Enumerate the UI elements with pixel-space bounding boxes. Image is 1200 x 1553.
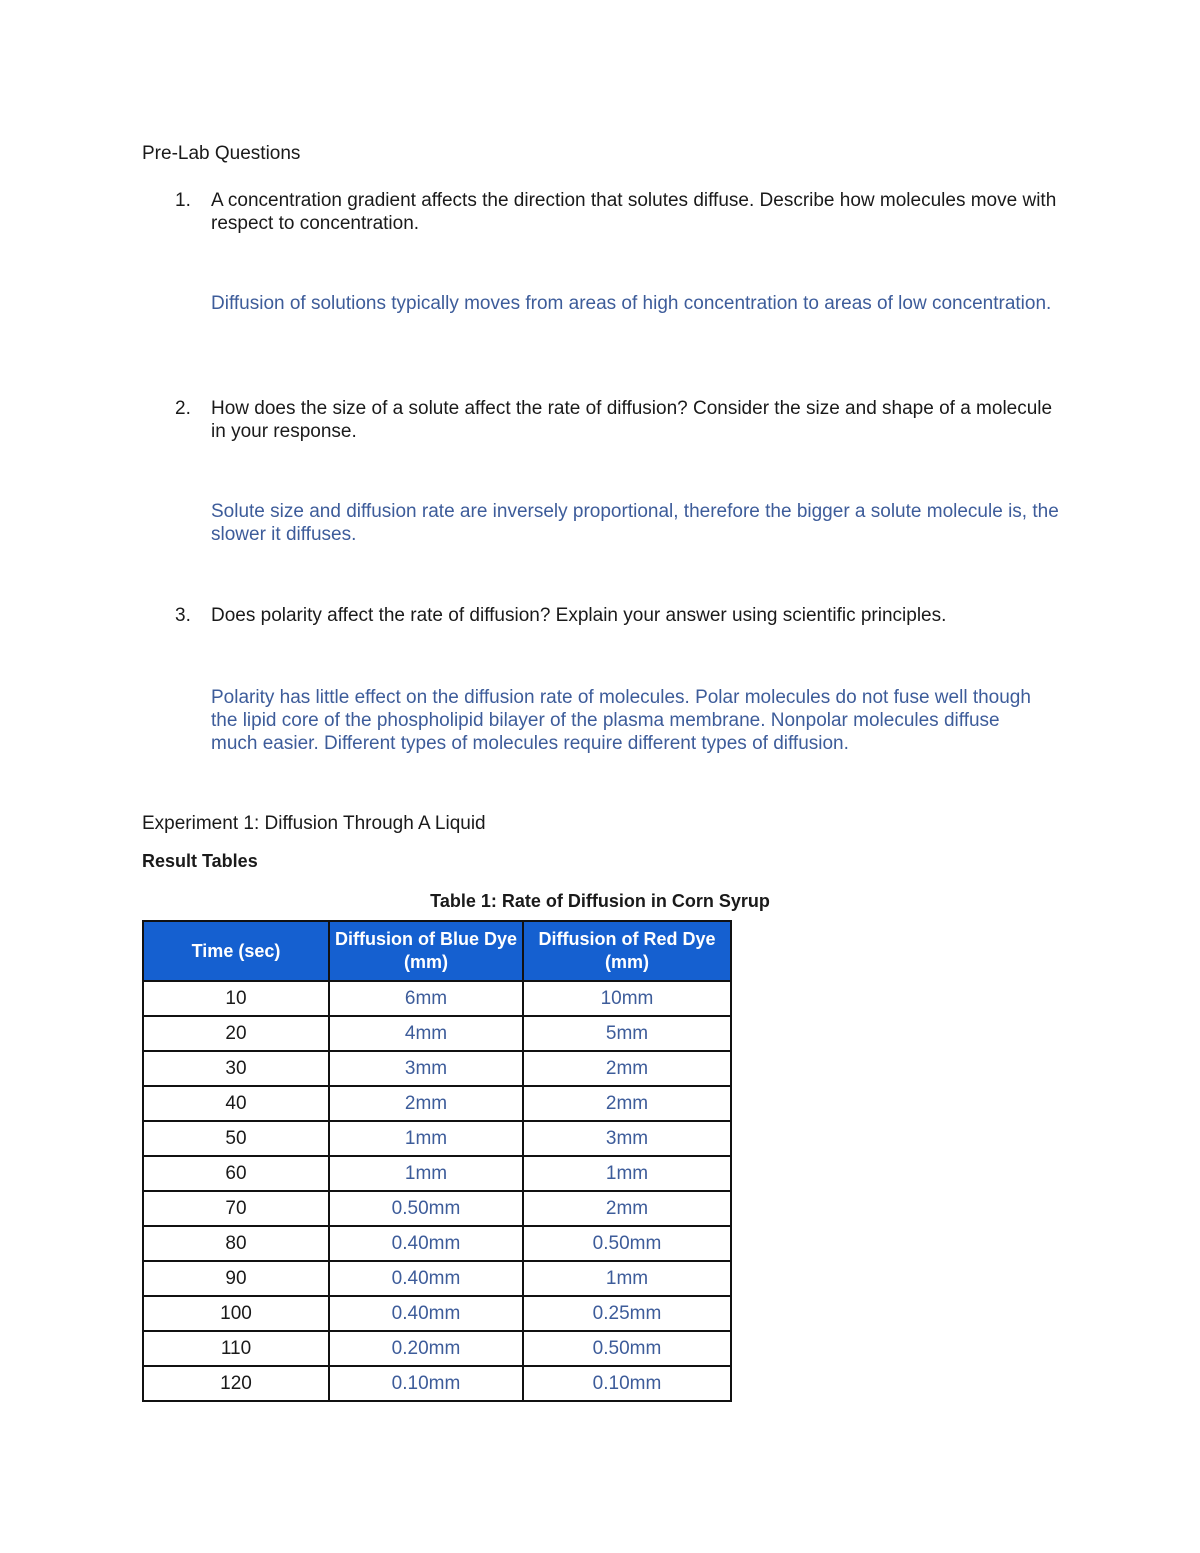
blue-dye-cell: 0.40mm — [329, 1296, 523, 1331]
time-cell: 40 — [143, 1086, 329, 1121]
blue-dye-cell: 6mm — [329, 981, 523, 1016]
question-text: How does the size of a solute affect the rate of diffusion? Consider the size and shape of a molecule in your response. — [211, 398, 1053, 442]
table-caption: Table 1: Rate of Diffusion in Corn Syrup — [430, 891, 770, 911]
question-text: A concentration gradient affects the direction that solutes diffuse. Describe how molecules move with respect to concentration. — [211, 190, 1057, 234]
prelab-title: Pre-Lab Questions — [142, 143, 301, 164]
table-header-row — [143, 921, 731, 981]
red-dye-cell: 0.10mm — [523, 1366, 731, 1401]
red-dye-cell: 2mm — [523, 1086, 731, 1121]
answer-text: Polarity has little effect on the diffusion rate of molecules. Polar molecules do not fuse well though the lipid core of the phospholipid bilayer of the plasma membrane. Nonpolar molecules diffuse much easier. Different types of molecules require different types of diffusion. — [211, 687, 1031, 754]
blue-dye-cell: 0.40mm — [329, 1261, 523, 1296]
table-row — [143, 1331, 731, 1366]
time-cell: 110 — [143, 1331, 329, 1366]
table-row — [143, 1156, 731, 1191]
time-cell: 80 — [143, 1226, 329, 1261]
time-cell: 10 — [143, 981, 329, 1016]
blue-dye-cell: 0.10mm — [329, 1366, 523, 1401]
blue-dye-cell: 0.40mm — [329, 1226, 523, 1261]
red-dye-cell: 3mm — [523, 1121, 731, 1156]
time-cell: 90 — [143, 1261, 329, 1296]
table-row — [143, 1086, 731, 1121]
table-row — [143, 1051, 731, 1086]
red-dye-cell: 10mm — [523, 981, 731, 1016]
table-row — [143, 1366, 731, 1401]
blue-dye-cell: 2mm — [329, 1086, 523, 1121]
time-cell: 60 — [143, 1156, 329, 1191]
answer-text: Solute size and diffusion rate are inversely proportional, therefore the bigger a solute molecule is, the slower it diffuses. — [211, 501, 1059, 545]
blue-dye-cell: 1mm — [329, 1156, 523, 1191]
blue-dye-cell: 1mm — [329, 1121, 523, 1156]
question-text: Does polarity affect the rate of diffusion? Explain your answer using scientific principles. — [211, 605, 947, 626]
question-number: 1. — [175, 190, 191, 211]
time-cell: 120 — [143, 1366, 329, 1401]
red-dye-cell: 5mm — [523, 1016, 731, 1051]
time-cell: 70 — [143, 1191, 329, 1226]
red-dye-cell: 1mm — [523, 1156, 731, 1191]
time-cell: 20 — [143, 1016, 329, 1051]
time-cell: 30 — [143, 1051, 329, 1086]
experiment-title: Experiment 1: Diffusion Through A Liquid — [142, 813, 486, 834]
blue-dye-cell: 0.50mm — [329, 1191, 523, 1226]
table-row — [143, 1121, 731, 1156]
red-dye-cell: 2mm — [523, 1191, 731, 1226]
time-cell: 50 — [143, 1121, 329, 1156]
question-number: 3. — [175, 605, 191, 626]
answer-text: Diffusion of solutions typically moves from areas of high concentration to areas of low concentration. — [211, 293, 1052, 314]
table-row — [143, 1226, 731, 1261]
blue-dye-cell: 4mm — [329, 1016, 523, 1051]
blue-dye-cell: 0.20mm — [329, 1331, 523, 1366]
table-row — [143, 1261, 731, 1296]
red-dye-cell: 0.50mm — [523, 1331, 731, 1366]
red-dye-cell: 0.25mm — [523, 1296, 731, 1331]
time-cell: 100 — [143, 1296, 329, 1331]
header-red-dye: Diffusion of Red Dye (mm) — [523, 921, 731, 981]
blue-dye-cell: 3mm — [329, 1051, 523, 1086]
red-dye-cell: 0.50mm — [523, 1226, 731, 1261]
table-row — [143, 1296, 731, 1331]
table-row — [143, 1016, 731, 1051]
table-row — [143, 981, 731, 1016]
table-row — [143, 1191, 731, 1226]
results-table — [142, 920, 732, 1402]
header-blue-dye: Diffusion of Blue Dye (mm) — [329, 921, 523, 981]
red-dye-cell: 1mm — [523, 1261, 731, 1296]
question-number: 2. — [175, 398, 191, 419]
red-dye-cell: 2mm — [523, 1051, 731, 1086]
result-tables-label: Result Tables — [142, 851, 258, 871]
header-time: Time (sec) — [143, 921, 329, 981]
